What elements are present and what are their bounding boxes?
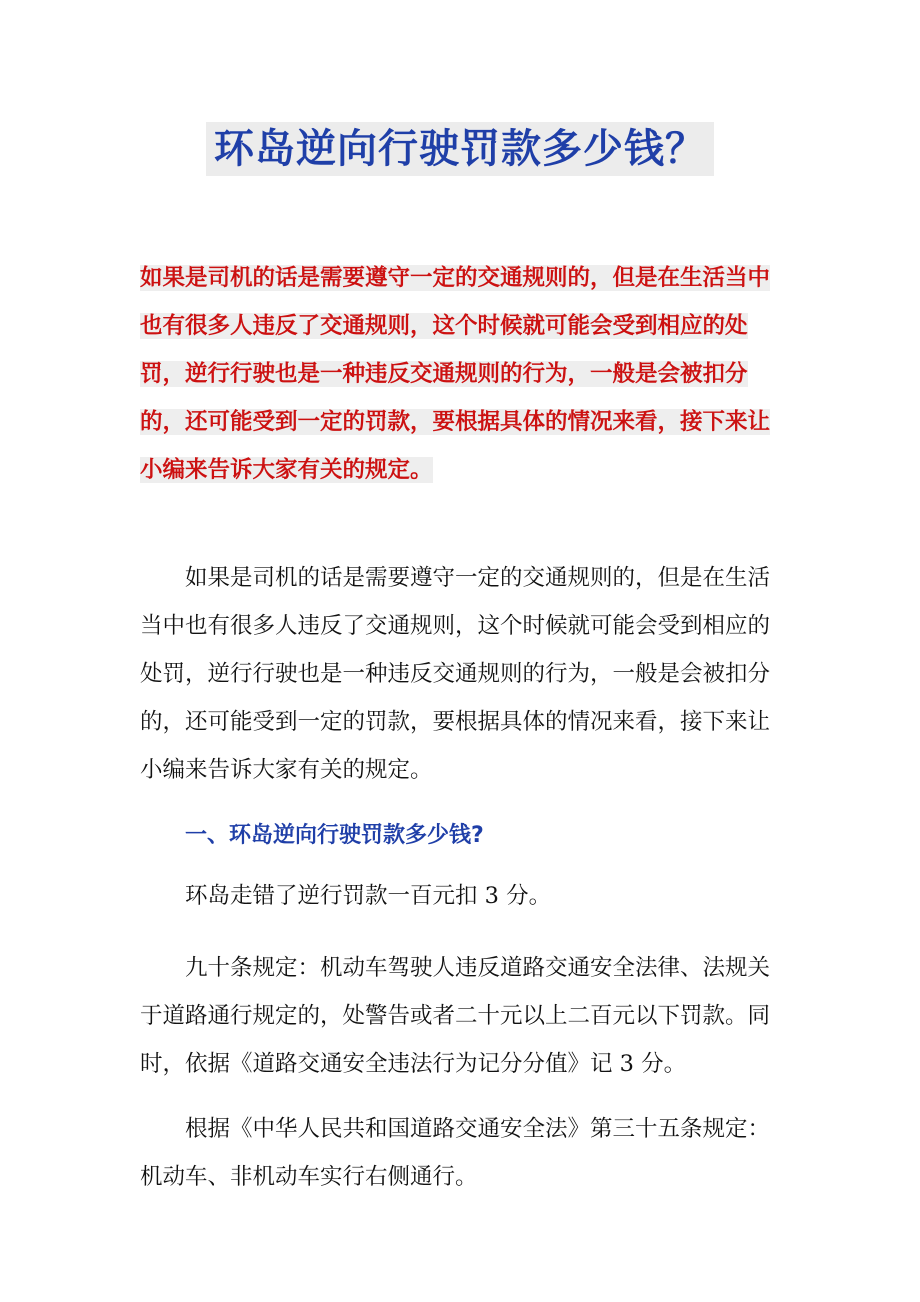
body-paragraph-1: 如果是司机的话是需要遵守一定的交通规则的，但是在生活当中也有很多人违反了交通规则，这个时候就可能会受到相应的处罚，逆行行驶也是一种违反交通规则的行为，一般是会被扣分的，还可能受到一定的罚款，要根据具体的情况来看，接下来让小编来告诉大家有关的规定。 bbox=[140, 565, 771, 783]
section-heading: 一、环岛逆向行驶罚款多少钱? bbox=[185, 823, 484, 848]
body-paragraph-2: 环岛走错了逆行罚款一百元扣 3 分。 bbox=[185, 883, 552, 909]
body-paragraph-3: 九十条规定：机动车驾驶人违反道路交通安全法律、法规关于道路通行规定的，处警告或者二十元以上二百元以下罚款。同时，依据《道路交通安全违法行为记分分值》记 3 分。 bbox=[140, 955, 771, 1077]
body-paragraph-4: 根据《中华人民共和国道路交通安全法》第三十五条规定：机动车、非机动车实行右侧通行。 bbox=[140, 1116, 771, 1190]
title-container bbox=[0, 122, 920, 176]
intro-text: 如果是司机的话是需要遵守一定的交通规则的，但是在生活当中也有很多人违反了交通规则，这个时候就可能会受到相应的处罚，逆行行驶也是一种违反交通规则的行为，一般是会被扣分的，还可能受到一定的罚款，要根据具体的情况来看，接下来让小编来告诉大家有关的规定。 bbox=[140, 265, 771, 483]
document-title: 环岛逆向行驶罚款多少钱？ bbox=[206, 122, 714, 176]
intro-paragraph bbox=[140, 254, 785, 494]
